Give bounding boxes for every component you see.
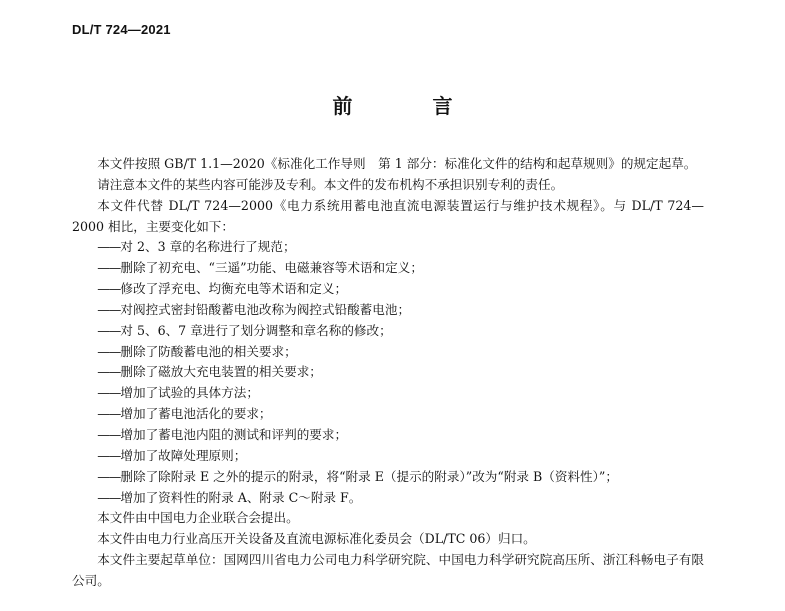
dash-marker: —— [97, 447, 121, 463]
dash-marker: —— [97, 239, 121, 255]
change-text: 增加了试验的具体方法； [120, 385, 259, 401]
list-item [72, 300, 704, 321]
change-text: 删除了防酸蓄电池的相关要求； [120, 343, 297, 359]
dash-marker: —— [97, 489, 121, 505]
list-item [72, 404, 704, 425]
list-item [72, 279, 704, 300]
dash-marker: —— [97, 322, 121, 338]
change-text: 删除了除附录 E 之外的提示的附录，将“附录 E（提示的附录）”改为“附录 B（资料性）”； [120, 468, 618, 484]
dash-marker: —— [97, 406, 121, 422]
change-text: 对 2、3 章的名称进行了规范； [120, 239, 296, 255]
paragraph-patent-notice: 请注意本文件的某些内容可能涉及专利。本文件的发布机构不承担识别专利的责任。 [97, 176, 564, 192]
list-item [72, 488, 704, 509]
paragraph-committee: 本文件由电力行业高压开关设备及直流电源标准化委员会（DL/TC 06）归口。 [97, 531, 536, 547]
standard-code: DL/T 724—2021 [72, 22, 171, 37]
change-text: 增加了蓄电池内阻的测试和评判的要求； [120, 426, 348, 442]
paragraph-drafting-rules: 本文件按照 GB/T 1.1—2020《标准化工作导则 第 1 部分：标准化文件的结构和起草规则》的规定起草。 [97, 156, 697, 171]
paragraph-drafting-units: 本文件主要起草单位：国网四川省电力公司电力科学研究院、中国电力科学研究院高压所、浙江科畅电子有限公司。 [72, 552, 704, 588]
dash-marker: —— [97, 385, 121, 401]
dash-marker: —— [97, 281, 121, 297]
list-item [72, 467, 704, 488]
list-item [72, 342, 704, 363]
change-text: 删除了初充电、“三遥”功能、电磁兼容等术语和定义； [120, 260, 423, 276]
dash-marker: —— [97, 364, 121, 380]
dash-marker: —— [97, 260, 121, 276]
change-text: 对阀控式密封铅酸蓄电池改称为阀控式铅酸蓄电池； [120, 301, 411, 317]
page-title: 前 言 [332, 94, 483, 118]
list-item [72, 237, 704, 258]
paragraph-replacement: 本文件代替 DL/T 724—2000《电力系统用蓄电池直流电源装置运行与维护技术规程》。与 DL/T 724—2000 相比，主要变化如下： [72, 197, 704, 234]
paragraph-proposer: 本文件由中国电力企业联合会提出。 [97, 510, 299, 526]
list-item [72, 425, 704, 446]
list-item [72, 258, 704, 279]
change-text: 增加了资料性的附录 A、附录 C～附录 F。 [120, 489, 362, 505]
list-item [72, 362, 704, 383]
change-text: 修改了浮充电、均衡充电等术语和定义； [120, 281, 348, 297]
dash-marker: —— [97, 468, 121, 484]
list-item [72, 446, 704, 467]
dash-marker: —— [97, 426, 121, 442]
change-text: 删除了磁放大充电装置的相关要求； [120, 364, 322, 380]
dash-marker: —— [97, 301, 121, 317]
foreword-body [72, 154, 704, 592]
change-text: 增加了蓄电池活化的要求； [120, 406, 272, 422]
change-list [72, 237, 704, 508]
change-text: 增加了故障处理原则； [120, 447, 247, 463]
dash-marker: —— [97, 343, 121, 359]
list-item [72, 321, 704, 342]
list-item [72, 383, 704, 404]
change-text: 对 5、6、7 章进行了划分调整和章名称的修改； [120, 322, 392, 338]
